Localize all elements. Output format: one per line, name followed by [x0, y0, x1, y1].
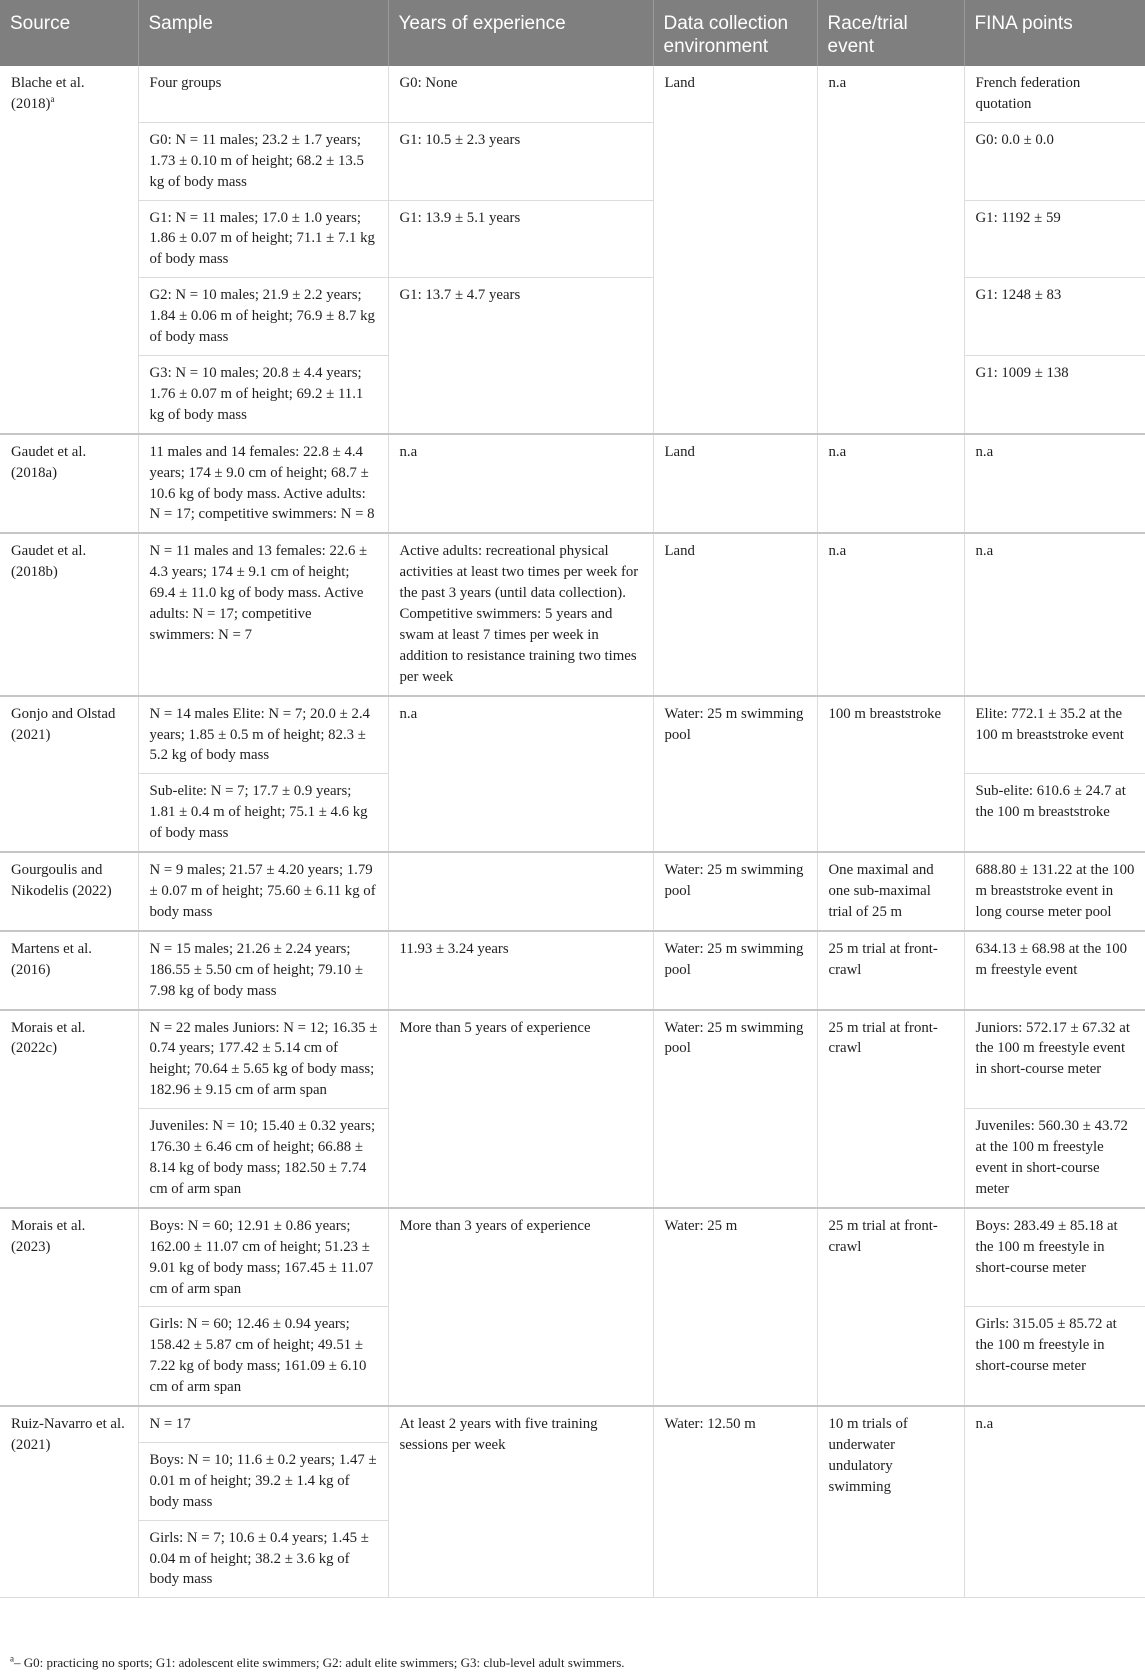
- environment-cell: Water: 25 m swimming pool: [653, 696, 817, 852]
- race-event-cell: 25 m trial at front-crawl: [817, 931, 964, 1010]
- fina-cell: Sub-elite: 610.6 ± 24.7 at the 100 m breaststroke: [964, 774, 1145, 852]
- environment-cell: Land: [653, 66, 817, 434]
- source-text: Gourgoulis and Nikodelis (2022): [11, 862, 112, 899]
- years-cell: [388, 852, 653, 931]
- environment-cell: Land: [653, 434, 817, 534]
- source-cell: [0, 852, 138, 931]
- race-event-cell: n.a: [817, 434, 964, 534]
- fina-cell: 688.80 ± 131.22 at the 100 m breaststroke event in long course meter pool: [964, 852, 1145, 931]
- table-row: [0, 200, 1145, 278]
- sample-cell: Four groups: [138, 66, 388, 122]
- header-data-collection-environment: Data collection environment: [653, 0, 817, 66]
- source-text: Gaudet et al. (2018a): [11, 443, 87, 481]
- source-text: Martens et al. (2016): [11, 940, 92, 978]
- sample-cell: G0: N = 11 males; 23.2 ± 1.7 years; 1.73 ± 0.10 m of height; 68.2 ± 13.5 kg of body mass: [138, 122, 388, 200]
- years-cell: Active adults: recreational physical activities at least two times per week for the past 3 years (until data collection). Competitive swimmers: 5 years and swam at least 7 times per week in addition to resistance training two times per week: [388, 533, 653, 695]
- fina-cell: G0: 0.0 ± 0.0: [964, 122, 1145, 200]
- table-row: [0, 66, 1145, 122]
- race-event-cell: One maximal and one sub-maximal trial of 25 m: [817, 852, 964, 931]
- table-row: [0, 1010, 1145, 1109]
- fina-cell: Boys: 283.49 ± 85.18 at the 100 m freestyle in short-course meter: [964, 1208, 1145, 1307]
- sample-cell: Juveniles: N = 10; 15.40 ± 0.32 years; 176.30 ± 6.46 cm of height; 66.88 ± 8.14 kg of body mass; 182.50 ± 7.74 cm of arm span: [138, 1109, 388, 1208]
- years-cell: More than 3 years of experience: [388, 1208, 653, 1406]
- source-cell: [0, 533, 138, 695]
- source-text: Gaudet et al. (2018b): [11, 543, 87, 581]
- sample-cell: N = 15 males; 21.26 ± 2.24 years; 186.55 ± 5.50 cm of height; 79.10 ± 7.98 kg of body mass: [138, 931, 388, 1010]
- sample-cell: N = 9 males; 21.57 ± 4.20 years; 1.79 ± 0.07 m of height; 75.60 ± 6.11 kg of body mass: [138, 852, 388, 931]
- table-row: [0, 533, 1145, 695]
- sample-cell: N = 17: [138, 1406, 388, 1442]
- race-event-cell: n.a: [817, 66, 964, 434]
- years-cell: 11.93 ± 3.24 years: [388, 931, 653, 1010]
- fina-cell: Elite: 772.1 ± 35.2 at the 100 m breaststroke event: [964, 696, 1145, 774]
- sample-cell: G2: N = 10 males; 21.9 ± 2.2 years; 1.84 ± 0.06 m of height; 76.9 ± 8.7 kg of body mass: [138, 278, 388, 356]
- race-event-cell: 100 m breaststroke: [817, 696, 964, 852]
- years-cell: More than 5 years of experience: [388, 1010, 653, 1208]
- sample-cell: Boys: N = 10; 11.6 ± 0.2 years; 1.47 ± 0.01 m of height; 39.2 ± 1.4 kg of body mass: [138, 1442, 388, 1520]
- fina-cell: Juveniles: 560.30 ± 43.72 at the 100 m freestyle event in short-course meter: [964, 1109, 1145, 1208]
- source-cell: [0, 931, 138, 1010]
- fina-cell: French federation quotation: [964, 66, 1145, 122]
- source-text: Blache et al. (2018): [11, 75, 85, 112]
- fina-cell: Girls: 315.05 ± 85.72 at the 100 m freestyle in short-course meter: [964, 1307, 1145, 1406]
- fina-cell: n.a: [964, 1406, 1145, 1598]
- source-cell: [0, 66, 138, 434]
- race-event-cell: n.a: [817, 533, 964, 695]
- source-text: Morais et al. (2022c): [11, 1019, 86, 1057]
- table-body: [0, 66, 1145, 1598]
- header-years-of-experience: Years of experience: [388, 0, 653, 66]
- table-row: [0, 696, 1145, 774]
- table-row: [0, 931, 1145, 1010]
- years-cell: n.a: [388, 696, 653, 852]
- sample-cell: Sub-elite: N = 7; 17.7 ± 0.9 years; 1.81 ± 0.4 m of height; 75.1 ± 4.6 kg of body mass: [138, 774, 388, 852]
- table-row: [0, 278, 1145, 356]
- source-text: Ruiz-Navarro et al. (2021): [11, 1416, 125, 1453]
- years-cell: n.a: [388, 434, 653, 534]
- race-event-cell: 10 m trials of underwater undulatory swimming: [817, 1406, 964, 1598]
- fina-cell: G1: 1248 ± 83: [964, 278, 1145, 356]
- header-fina-points: FINA points: [964, 0, 1145, 66]
- environment-cell: Water: 25 m swimming pool: [653, 852, 817, 931]
- environment-cell: Water: 25 m swimming pool: [653, 1010, 817, 1208]
- header-sample: Sample: [138, 0, 388, 66]
- fina-cell: 634.13 ± 68.98 at the 100 m freestyle event: [964, 931, 1145, 1010]
- footnote-text: – G0: practicing no sports; G1: adolescent elite swimmers; G2: adult elite swimmers; G3: club-level adult swimmers.: [14, 1655, 625, 1670]
- fina-cell: n.a: [964, 533, 1145, 695]
- race-event-cell: 25 m trial at front-crawl: [817, 1208, 964, 1406]
- years-cell: G1: 13.9 ± 5.1 years: [388, 200, 653, 278]
- footnote: [10, 1655, 625, 1671]
- header-row: [0, 0, 1145, 66]
- sample-cell: G3: N = 10 males; 20.8 ± 4.4 years; 1.76 ± 0.07 m of height; 69.2 ± 11.1 kg of body mass: [138, 355, 388, 433]
- environment-cell: Land: [653, 533, 817, 695]
- table-row: [0, 434, 1145, 534]
- table-row: [0, 852, 1145, 931]
- header-source: Source: [0, 0, 138, 66]
- sample-cell: N = 22 males Juniors: N = 12; 16.35 ± 0.74 years; 177.42 ± 5.14 cm of height; 70.64 ± 5.65 kg of body mass; 182.96 ± 9.15 cm of arm span: [138, 1010, 388, 1109]
- environment-cell: Water: 25 m: [653, 1208, 817, 1406]
- header-race-trial-event: Race/trial event: [817, 0, 964, 66]
- sample-cell: G1: N = 11 males; 17.0 ± 1.0 years; 1.86 ± 0.07 m of height; 71.1 ± 7.1 kg of body mass: [138, 200, 388, 278]
- years-cell: G1: 13.7 ± 4.7 years: [388, 278, 653, 434]
- table-row: [0, 1208, 1145, 1307]
- fina-cell: G1: 1192 ± 59: [964, 200, 1145, 278]
- source-text: Gonjo and Olstad (2021): [11, 705, 116, 743]
- source-footnote-marker: a: [50, 93, 55, 104]
- race-event-cell: 25 m trial at front-crawl: [817, 1010, 964, 1208]
- table-row: [0, 1406, 1145, 1442]
- fina-cell: Juniors: 572.17 ± 67.32 at the 100 m freestyle event in short-course meter: [964, 1010, 1145, 1109]
- source-cell: [0, 696, 138, 852]
- environment-cell: Water: 25 m swimming pool: [653, 931, 817, 1010]
- environment-cell: Water: 12.50 m: [653, 1406, 817, 1598]
- fina-cell: n.a: [964, 434, 1145, 534]
- table-row: [0, 122, 1145, 200]
- source-cell: [0, 1406, 138, 1598]
- source-cell: [0, 1208, 138, 1406]
- sample-cell: Girls: N = 7; 10.6 ± 0.4 years; 1.45 ± 0.04 m of height; 38.2 ± 3.6 kg of body mass: [138, 1520, 388, 1598]
- table-header: [0, 0, 1145, 66]
- sample-cell: 11 males and 14 females: 22.8 ± 4.4 years; 174 ± 9.0 cm of height; 68.7 ± 10.6 kg of body mass. Active adults: N = 17; competitive swimmers: N = 8: [138, 434, 388, 534]
- years-cell: At least 2 years with five training sessions per week: [388, 1406, 653, 1598]
- sample-cell: N = 14 males Elite: N = 7; 20.0 ± 2.4 years; 1.85 ± 0.5 m of height; 82.3 ± 5.2 kg of body mass: [138, 696, 388, 774]
- source-cell: [0, 434, 138, 534]
- sample-cell: Boys: N = 60; 12.91 ± 0.86 years; 162.00 ± 11.07 cm of height; 51.23 ± 9.01 kg of body mass; 167.45 ± 11.07 cm of arm span: [138, 1208, 388, 1307]
- years-cell: G0: None: [388, 66, 653, 122]
- footnote-marker: a: [10, 1653, 14, 1664]
- fina-cell: G1: 1009 ± 138: [964, 355, 1145, 433]
- source-cell: [0, 1010, 138, 1208]
- sample-cell: Girls: N = 60; 12.46 ± 0.94 years; 158.42 ± 5.87 cm of height; 49.51 ± 7.22 kg of body mass; 161.09 ± 6.10 cm of arm span: [138, 1307, 388, 1406]
- source-text: Morais et al. (2023): [11, 1217, 86, 1255]
- years-cell: G1: 10.5 ± 2.3 years: [388, 122, 653, 200]
- sample-cell: N = 11 males and 13 females: 22.6 ± 4.3 years; 174 ± 9.1 cm of height; 69.4 ± 11.0 kg of body mass. Active adults: N = 17; competitive swimmers: N = 7: [138, 533, 388, 695]
